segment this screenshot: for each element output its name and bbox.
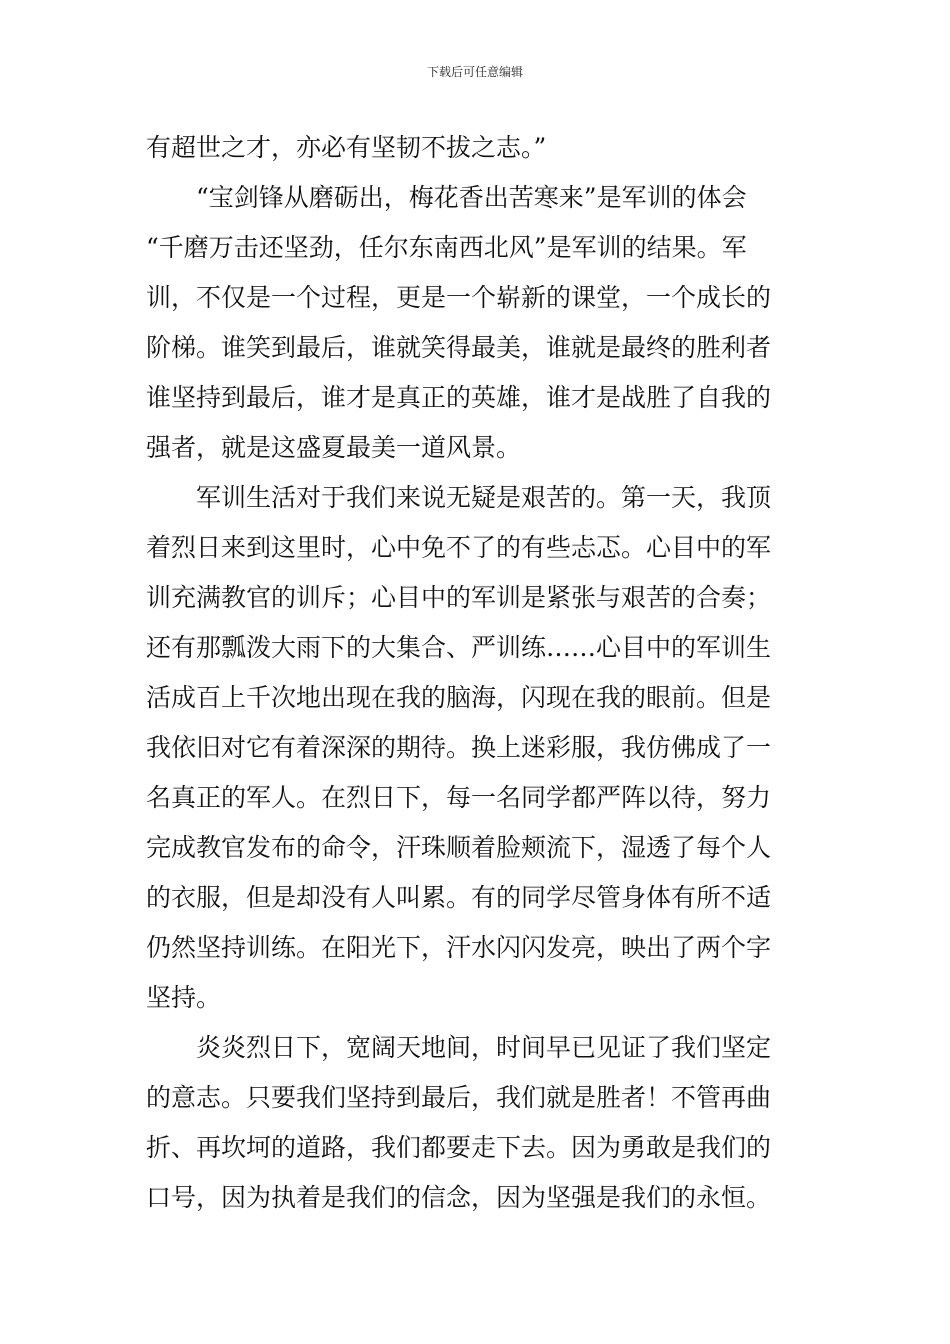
text-line: 阶梯。谁笑到最后，谁就笑得最美，谁就是最终的胜利者 <box>146 333 772 362</box>
text-line: 的衣服，但是却没有人叫累。有的同学尽管身体有所不适 <box>146 883 772 912</box>
text-line-paragraph-start: 军训生活对于我们来说无疑是艰苦的。第一天，我顶 <box>196 483 772 512</box>
text-line: 我依旧对它有着深深的期待。换上迷彩服，我仿佛成了一 <box>146 733 772 762</box>
text-line-paragraph-start: 炎炎烈日下，宽阔天地间，时间早已见证了我们坚定 <box>196 1033 772 1062</box>
text-line: 的意志。只要我们坚持到最后，我们就是胜者！不管再曲 <box>146 1083 772 1112</box>
text-line-paragraph-start: “宝剑锋从磨砺出，梅花香出苦寒来”是军训的体会 <box>196 183 747 212</box>
text-line: 还有那瓢泼大雨下的大集合、严训练……心目中的军训生 <box>146 633 772 662</box>
text-line: 活成百上千次地出现在我的脑海，闪现在我的眼前。但是 <box>146 683 772 712</box>
text-line: 仍然坚持训练。在阳光下，汗水闪闪发亮，映出了两个字 <box>146 933 772 962</box>
text-line: 谁坚持到最后，谁才是真正的英雄，谁才是战胜了自我的 <box>146 383 772 412</box>
text-line: 训，不仅是一个过程，更是一个崭新的课堂，一个成长的 <box>146 283 772 312</box>
text-line: 完成教官发布的命令，汗珠顺着脸颊流下，湿透了每个人 <box>146 833 772 862</box>
text-line: 名真正的军人。在烈日下，每一名同学都严阵以待，努力 <box>146 783 772 812</box>
text-line: “千磨万击还坚劲，任尔东南西北风”是军训的结果。军 <box>146 233 747 262</box>
text-line: 有超世之才，亦必有坚韧不拔之志。” <box>146 133 547 162</box>
text-line: 折、再坎坷的道路，我们都要走下去。因为勇敢是我们的 <box>146 1133 772 1162</box>
text-line: 着烈日来到这里时，心中免不了的有些忐忑。心目中的军 <box>146 533 772 562</box>
text-line: 强者，就是这盛夏最美一道风景。 <box>146 433 522 462</box>
page-header: 下载后可任意编辑 <box>426 65 523 79</box>
text-line: 训充满教官的训斥；心目中的军训是紧张与艰苦的合奏； <box>146 583 772 612</box>
document-body <box>146 123 811 1223</box>
text-line: 坚持。 <box>146 983 222 1012</box>
text-line: 口号，因为执着是我们的信念，因为坚强是我们的永恒。 <box>146 1183 772 1212</box>
